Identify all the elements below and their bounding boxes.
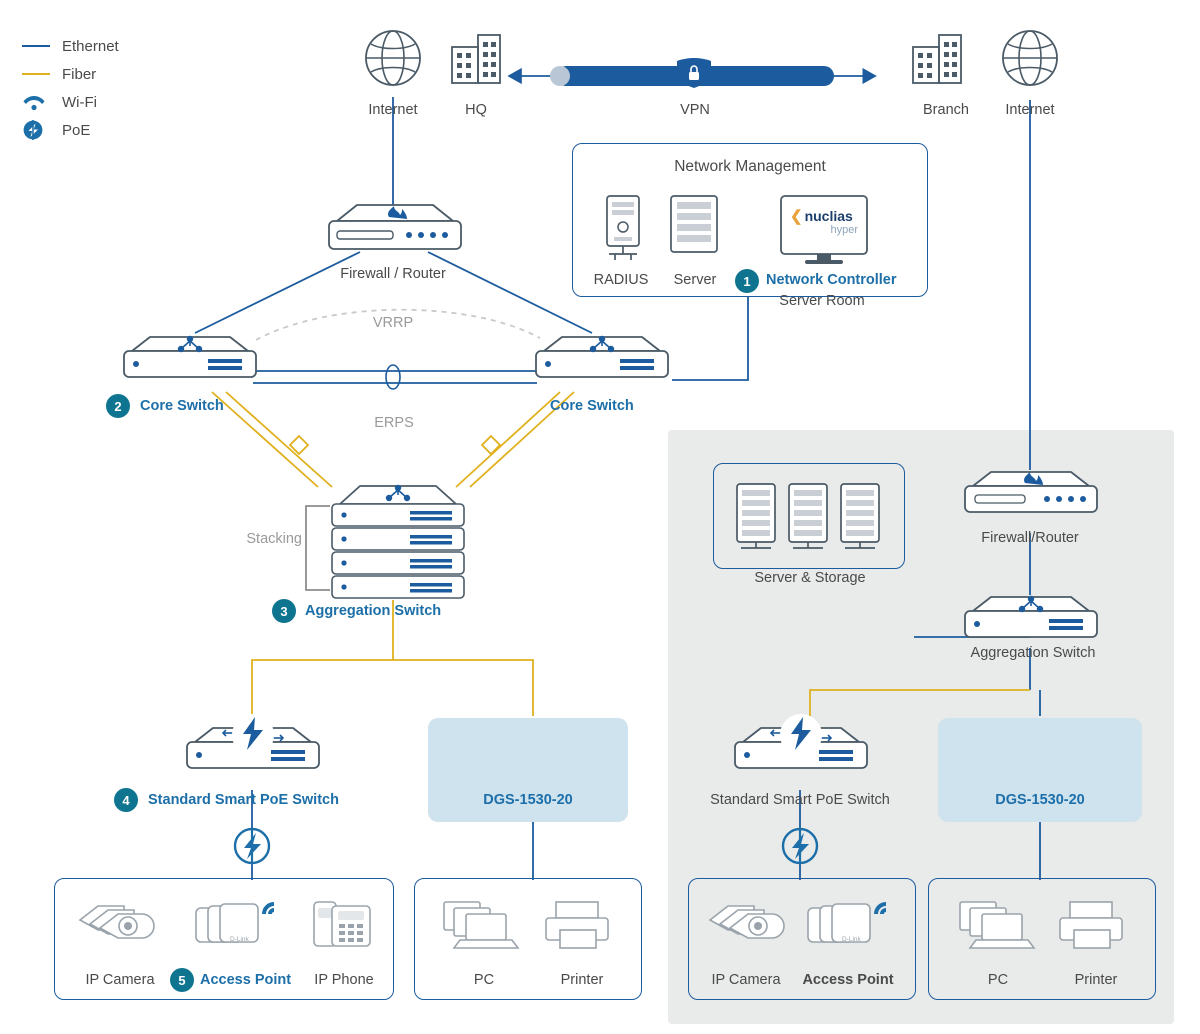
- badge-aggregation-switch: 3: [272, 599, 296, 623]
- legend-item-ethernet: [22, 34, 119, 58]
- firewall-router-branch-icon: [965, 472, 1097, 512]
- network-management-title: Network Management: [674, 158, 826, 175]
- access-point-tag-hq: D-Link: [230, 936, 249, 943]
- internet-globe-right-icon: [1003, 31, 1057, 85]
- label-dgs-hq: DGS-1530-20: [483, 792, 573, 808]
- badge-poe-switch: 4: [114, 788, 138, 812]
- label-server-storage-branch: Server & Storage: [754, 570, 866, 586]
- core-switch-right-icon: [536, 337, 668, 377]
- branch-building-icon: [913, 35, 961, 83]
- internet-globe-left-icon: [366, 31, 420, 85]
- poe-switch-branch-icon: [735, 715, 867, 768]
- label-ip-camera-hq: IP Camera: [85, 972, 155, 988]
- aggregation-switch-branch-icon: [965, 597, 1097, 637]
- label-dgs-branch: DGS-1530-20: [995, 792, 1085, 808]
- logo-line2: hyper: [830, 223, 858, 236]
- poe-badge-branch-icon: [783, 829, 817, 863]
- label-internet-right: Internet: [1005, 102, 1055, 118]
- label-hq: HQ: [465, 102, 487, 118]
- branch-server-storage-panel: [713, 463, 905, 569]
- legend-item-fiber: [22, 62, 119, 86]
- label-ip-camera-branch: IP Camera: [711, 972, 781, 988]
- label-firewall-router-branch: Firewall/Router: [981, 530, 1079, 546]
- ethernet-line-icon: [22, 45, 62, 47]
- label-printer-branch: Printer: [1074, 972, 1118, 988]
- poe-icon: [22, 118, 62, 142]
- legend-item-wifi: [22, 90, 119, 114]
- label-erps: ERPS: [374, 415, 414, 431]
- label-branch: Branch: [923, 102, 969, 118]
- legend-label: Wi-Fi: [62, 93, 97, 111]
- poe-badge-hq-icon: [235, 829, 269, 863]
- poe-switch-hq-icon: [187, 715, 319, 768]
- label-ip-phone-hq: IP Phone: [314, 972, 374, 988]
- label-core-switch-right: Core Switch: [550, 398, 634, 414]
- label-pc-hq: PC: [473, 972, 495, 988]
- label-aggregation-switch-hq: Aggregation Switch: [305, 603, 442, 619]
- legend: [22, 34, 119, 146]
- label-radius: RADIUS: [593, 272, 649, 288]
- label-server: Server: [673, 272, 717, 288]
- legend-label: Fiber: [62, 65, 97, 83]
- wifi-icon: [22, 92, 62, 112]
- core-switch-left-icon: [124, 337, 256, 377]
- nuclias-hyper-logo: ❮ nuclias hyper: [790, 207, 858, 236]
- label-access-point-hq: Access Point: [200, 972, 292, 988]
- label-stacking: Stacking: [246, 531, 302, 547]
- label-vrrp: VRRP: [372, 315, 414, 331]
- hq-building-icon: [452, 35, 500, 83]
- badge-core-switch-left: 2: [106, 394, 130, 418]
- access-point-tag-branch: D-Link: [842, 936, 861, 943]
- badge-access-point: 5: [170, 968, 194, 992]
- legend-label: Ethernet: [62, 37, 119, 55]
- legend-label: PoE: [62, 121, 91, 139]
- label-internet-left: Internet: [368, 102, 418, 118]
- legend-item-poe: [22, 118, 119, 142]
- label-firewall-router-hq: Firewall / Router: [340, 266, 446, 282]
- aggregation-switch-hq-icon: [332, 486, 464, 598]
- label-poe-switch-hq: Standard Smart PoE Switch: [148, 792, 339, 808]
- label-printer-hq: Printer: [560, 972, 604, 988]
- firewall-router-hq-icon: [329, 205, 461, 249]
- label-network-controller: Network Controller: [766, 272, 897, 288]
- logo-line1: nuclias: [804, 208, 853, 225]
- label-aggregation-switch-branch: Aggregation Switch: [970, 645, 1096, 661]
- badge-network-controller: 1: [735, 269, 759, 293]
- fiber-line-icon: [22, 73, 62, 75]
- label-vpn: VPN: [680, 102, 710, 118]
- label-access-point-branch: Access Point: [802, 972, 894, 988]
- label-pc-branch: PC: [987, 972, 1009, 988]
- label-core-switch-left: Core Switch: [140, 398, 224, 414]
- label-poe-switch-branch: Standard Smart PoE Switch: [710, 792, 890, 808]
- label-server-room: Server Room: [779, 293, 865, 309]
